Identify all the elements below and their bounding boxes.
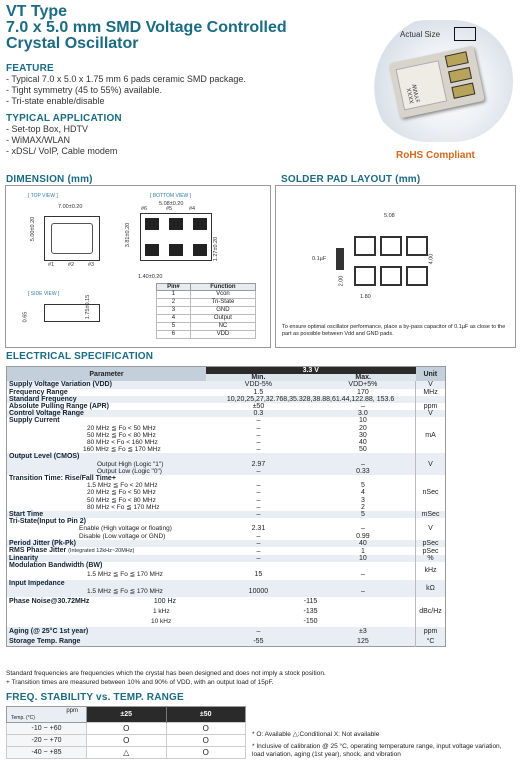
product-photo [368, 20, 513, 142]
freq-temp: -10 ~ +60 [7, 723, 87, 735]
freq-table [6, 706, 246, 759]
spec-max: – [311, 403, 416, 410]
spec-max: ±3 [311, 627, 416, 637]
top-view-label: [ TOP VIEW ] [28, 193, 58, 199]
spec-sub: 100 Hz [153, 598, 177, 606]
pin5-label: #5 [166, 206, 173, 212]
spec-sub: Enable (High voltage or floating) [7, 525, 207, 532]
spec-max: 5 [311, 482, 416, 489]
pin4-label: #4 [189, 206, 196, 212]
spec-heading: ELECTRICAL SPECIFICATION [6, 351, 154, 362]
spec-param: Start Time [7, 511, 207, 518]
bottom-view-outline [140, 213, 212, 261]
spec-sub: 80 MHz < Fo ≦ 170 MHz [7, 504, 207, 511]
pin-table [156, 283, 256, 339]
rohs-label: RoHS Compliant [396, 150, 475, 161]
spec-param: Frequency Range [7, 389, 207, 396]
spec-param: RMS Phase Jitter [9, 547, 67, 555]
page-title-line2: Crystal Oscillator [6, 35, 139, 52]
chip-icon [389, 46, 485, 119]
spec-unit: V [416, 381, 446, 388]
spec-sub: 1.5 MHz ≦ Fo ≦ 170 MHz [7, 570, 207, 580]
application-item: - xDSL/ VoIP, Cable modem [6, 146, 118, 156]
freq-value: O [166, 723, 246, 735]
freq-note: * Inclusive of calibration @ 25 °C, operating temperature range, input voltage variation, load variation, aging (1st year), shock, and vibration [252, 743, 502, 758]
spec-min: 0.3 [206, 410, 311, 417]
spec-unit: V [416, 453, 446, 475]
spec-unit: pSec [416, 540, 446, 547]
spec-unit: V [416, 410, 446, 417]
feature-item: - Tri-state enable/disable [6, 96, 105, 106]
type-title: VT Type [6, 3, 68, 20]
dim-width-bottom: 5.08±0.20 [159, 201, 184, 207]
capacitor-icon [336, 248, 344, 270]
freq-col: ±25 [87, 707, 167, 723]
cap-label: 0.1µF [312, 256, 327, 262]
col-unit: Unit [416, 367, 446, 382]
dimension-heading: DIMENSION (mm) [6, 174, 93, 185]
spec-min: 15 [206, 570, 311, 580]
pin2-label: #2 [68, 262, 75, 268]
spec-min: – [206, 627, 311, 637]
spec-sub: 10 kHz [7, 617, 207, 627]
spec-param: Phase Noise@30.72MHz [9, 598, 90, 606]
spec-unit: mSec [416, 511, 446, 518]
spec-unit: kΩ [416, 580, 446, 597]
spec-min: 2.97 [206, 461, 311, 468]
dim-pad-w: 1.40±0.20 [138, 274, 163, 280]
solder-h: 4.00 [428, 253, 435, 265]
pin-num: 4 [157, 315, 191, 323]
col-param: Parameter [7, 367, 207, 382]
pin-func: Output [190, 315, 255, 323]
actual-size-label: Actual Size [400, 30, 441, 39]
spec-notes [6, 669, 326, 687]
spec-sub: Disable (Low voltage or GND) [7, 533, 207, 540]
pin-num: 2 [157, 299, 191, 307]
dim-width-top: 7.00±0.20 [58, 204, 83, 210]
spec-value: 10,20,25,27,32.768,35.328,38.88,61.44,122.88, 153.6 [206, 396, 415, 403]
spec-min: 1.5 [206, 389, 311, 396]
spec-sub: Output Low (Logic "0") [7, 468, 207, 475]
spec-min: 2.31 [206, 525, 311, 532]
spec-sub: 1.5 MHz ≦ Fo ≦ 170 MHz [7, 587, 207, 597]
application-section [6, 113, 326, 157]
spec-param: Control Voltage Range [7, 410, 207, 417]
feature-item: - Tight symmetry (45 to 55%) available. [6, 85, 163, 95]
side-view-label: [ SIDE VIEW ] [28, 291, 60, 297]
spec-unit: ppm [416, 403, 446, 410]
feature-heading: FEATURE [6, 63, 54, 74]
freq-temp: -40 ~ +85 [7, 747, 87, 759]
spec-max: 40 [311, 439, 416, 446]
spec-param: Tri-State(Input to Pin 2) [7, 518, 207, 525]
spec-max: 40 [311, 540, 416, 547]
spec-max: – [311, 570, 416, 580]
freq-heading: FREQ. STABILITY vs. TEMP. RANGE [6, 692, 184, 703]
spec-value: -135 [206, 607, 415, 617]
pin-num: 5 [157, 323, 191, 331]
spec-sub: 20 MHz ≦ Fo < 50 MHz [7, 489, 207, 496]
freq-legend: * O: Available △:Conditional X: Not available [252, 731, 380, 738]
spec-param: Absolute Pulling Range (APR) [7, 403, 207, 410]
spec-note: + Transition times are measured between 10% and 90% of VDD, with an output load of 15pF. [6, 679, 274, 686]
spec-sub: 50 MHz ≦ Fo < 80 MHz [7, 497, 207, 504]
freq-temp: -20 ~ +70 [7, 735, 87, 747]
spec-max: 0.33 [311, 468, 416, 475]
spec-unit: mA [416, 417, 446, 453]
spec-max: 4 [311, 489, 416, 496]
spec-min: VDD-5% [206, 381, 311, 388]
spec-min: – [206, 547, 311, 555]
pin-func: Tri-State [190, 299, 255, 307]
spec-max: 50 [311, 446, 416, 453]
pin-func: GND [190, 307, 255, 315]
solder-box [275, 185, 516, 348]
spec-min: – [206, 555, 311, 562]
spec-max: – [311, 461, 416, 468]
spec-max: 3.0 [311, 410, 416, 417]
spec-sub: 20 MHz ≦ Fo < 50 MHz [7, 425, 207, 432]
spec-param: Output Level (CMOS) [7, 453, 207, 460]
pin-func: Vcon [190, 291, 255, 299]
spec-max: 5 [311, 511, 416, 518]
spec-min: – [206, 468, 311, 475]
spec-max: 20 [311, 425, 416, 432]
spec-unit: kHz [416, 562, 446, 579]
spec-max: – [311, 525, 416, 532]
spec-param: Period Jitter (Pk-Pk) [7, 540, 207, 547]
spec-sub: Output High (Logic "1") [7, 461, 207, 468]
pin1-label: #1 [48, 262, 55, 268]
bottom-view-label: [ BOTTOM VIEW ] [150, 193, 192, 199]
spec-min: -55 [206, 637, 311, 647]
spec-unit: MHz [416, 389, 446, 396]
solder-w: 5.08 [384, 213, 395, 219]
dimension-box [5, 185, 271, 348]
page-title-line1: 7.0 x 5.0 mm SMD Voltage Controlled [6, 19, 287, 36]
spec-min: – [206, 511, 311, 518]
spec-table: Parameter 3.3 V Unit Min. Max. Supply Voltage Variation (VDD) VDD-5% VDD+5% V Frequency Range 1.5 170 MHz Standard Frequency 10,20,25,27,32.768,35.328,38.88,61.44,122.88, 153.6 Absolute Pulling Range (APR) ±50 – ppm Control Voltage Range 0.3 3.0 V Supply Current – 10 mA 20 MHz ≦ Fo < 50 MHz – 20 50 MHz ≦ Fo < 80 MHz – 30 80 MHz < Fo < 160 MHz – 40 160 MHz ≦ Fo ≦ 170 MHz – 50 Output Level (CMOS) V Output High (Logic "1") 2.97 – Output Low (Logic "0") – 0.33 Transition Time: Rise/Fall Time+ nSec 1.5 MHz ≦ Fo < 20 MHz – 5 20 MHz ≦ Fo < 50 MHz – 4 50 MHz ≦ Fo < 80 MHz – 3 80 MHz < Fo ≦ 170 MHz – 2 Start Time – 5 mSec Tri-State(Input to Pin 2) V Enable (High voltage or floating) 2.31 – Disable (Low voltage or GND) – 0.99 Period Jitter (Pk-Pk) – 40 pSec RMS Phase Jitter (Integrated 12kHz~20MHz) – 1 pSec Linearity – 10 % Modulation Bandwidth (BW) kHz 1.5 MHz ≦ Fo ≦ 170 MHz 15 – Input Impedance kΩ 1.5 MHz ≦ Fo ≦ 170 MHz 10000 – Phase Noise@30.72MHz 100 Hz -115 dBc/Hz 1 kHz -135 10 kHz -150 Aging (@ 25°C 1st year) – ±3 ppm Storage Temp. Range -55 125 °C [6, 366, 446, 647]
solder-note: To ensure optimal oscillator performance, place a by-pass capacitor of 0.1µF as close to the part as possible between Vdd and GND pads. [282, 324, 506, 337]
freq-value: O [87, 723, 167, 735]
freq-value: O [166, 735, 246, 747]
actual-size-box [454, 27, 476, 41]
pin-header: Pin# [157, 284, 191, 291]
spec-param: Modulation Bandwidth (BW) [7, 562, 207, 569]
spec-max: VDD+5% [311, 381, 416, 388]
spec-max: 0.99 [311, 533, 416, 540]
spec-min: – [206, 540, 311, 547]
pin-num: 1 [157, 291, 191, 299]
spec-param: Standard Frequency [7, 396, 207, 403]
dim-side2: 1.75±0.15 [85, 294, 92, 320]
dim-pad-h: 1.27±0.20 [213, 236, 220, 262]
application-item: - Set-top Box, HDTV [6, 124, 89, 134]
feature-item: - Typical 7.0 x 5.0 x 1.75 mm 6 pads ceramic SMD package. [6, 74, 246, 84]
dim-height-bottom: 3.81±0.20 [125, 222, 132, 248]
temp-label: Temp. (°C) [11, 715, 35, 721]
side-view-outline [44, 304, 100, 322]
freq-value: O [87, 735, 167, 747]
col-volt: 3.3 V [206, 367, 415, 375]
spec-value: -150 [206, 617, 415, 627]
pin6-label: #6 [141, 206, 148, 212]
solder-heading: SOLDER PAD LAYOUT (mm) [281, 174, 421, 185]
spec-min: ±50 [206, 403, 311, 410]
dim-side1: 0.65 [22, 311, 29, 323]
solder-pw: 2.00 [338, 275, 345, 287]
spec-max: 10 [311, 555, 416, 562]
spec-max: 10 [311, 417, 416, 424]
pin-num: 3 [157, 307, 191, 315]
spec-min: – [206, 533, 311, 540]
col-max: Max. [311, 374, 416, 381]
spec-unit: dBc/Hz [416, 597, 446, 627]
spec-param: Linearity [7, 555, 207, 562]
spec-sub: 80 MHz < Fo < 160 MHz [7, 439, 207, 446]
freq-col: ±50 [166, 707, 246, 723]
feature-section [6, 63, 326, 107]
spec-max: 3 [311, 497, 416, 504]
ppm-label: ppm [66, 708, 78, 714]
spec-unit: V [416, 518, 446, 540]
pin3-label: #3 [88, 262, 95, 268]
spec-param: Supply Voltage Variation (VDD) [7, 381, 207, 388]
freq-value: O [166, 747, 246, 759]
pin-func: NC [190, 323, 255, 331]
dim-height-top: 5.00±0.20 [30, 216, 37, 242]
spec-max: – [311, 587, 416, 597]
spec-max: 1 [311, 547, 416, 555]
spec-unit: nSec [416, 475, 446, 511]
spec-unit: °C [416, 637, 446, 647]
spec-min: 10000 [206, 587, 311, 597]
spec-param: Storage Temp. Range [7, 637, 207, 647]
spec-sub: 1.5 MHz ≦ Fo < 20 MHz [7, 482, 207, 489]
pin-func: VDD [190, 331, 255, 339]
spec-unit [416, 396, 446, 403]
freq-corner [7, 707, 87, 723]
spec-note: Standard frequencies are frequencies which the crystal has been designed and does not imply a stock position. [6, 670, 326, 677]
pin-num: 6 [157, 331, 191, 339]
top-view-outline [44, 216, 100, 261]
spec-max: 125 [311, 637, 416, 647]
spec-sub: 50 MHz ≦ Fo < 80 MHz [7, 432, 207, 439]
col-min: Min. [206, 374, 311, 381]
solder-ph: 1.80 [360, 294, 371, 300]
spec-param: Supply Current [7, 417, 207, 424]
spec-sub: 1 kHz [7, 607, 207, 617]
spec-unit: ppm [416, 627, 446, 637]
spec-sub: 160 MHz ≦ Fo ≦ 170 MHz [7, 446, 207, 453]
spec-param: Transition Time: Rise/Fall Time+ [7, 475, 207, 482]
spec-unit: pSec [416, 547, 446, 555]
spec-param-note: (Integrated 12kHz~20MHz) [68, 548, 135, 555]
application-heading: TYPICAL APPLICATION [6, 113, 122, 124]
application-item: - WiMAX/WLAN [6, 135, 70, 145]
freq-value: △ [87, 747, 167, 759]
spec-max: 30 [311, 432, 416, 439]
spec-unit: % [416, 555, 446, 562]
spec-param: Aging (@ 25°C 1st year) [7, 627, 207, 637]
chip-marking: XXXX ±YWW [395, 60, 447, 110]
function-header: Function [190, 284, 255, 291]
spec-max: 170 [311, 389, 416, 396]
header [6, 4, 287, 52]
spec-value: -115 [206, 597, 415, 607]
spec-max: 2 [311, 504, 416, 511]
spec-param: Input Impedance [7, 580, 207, 587]
